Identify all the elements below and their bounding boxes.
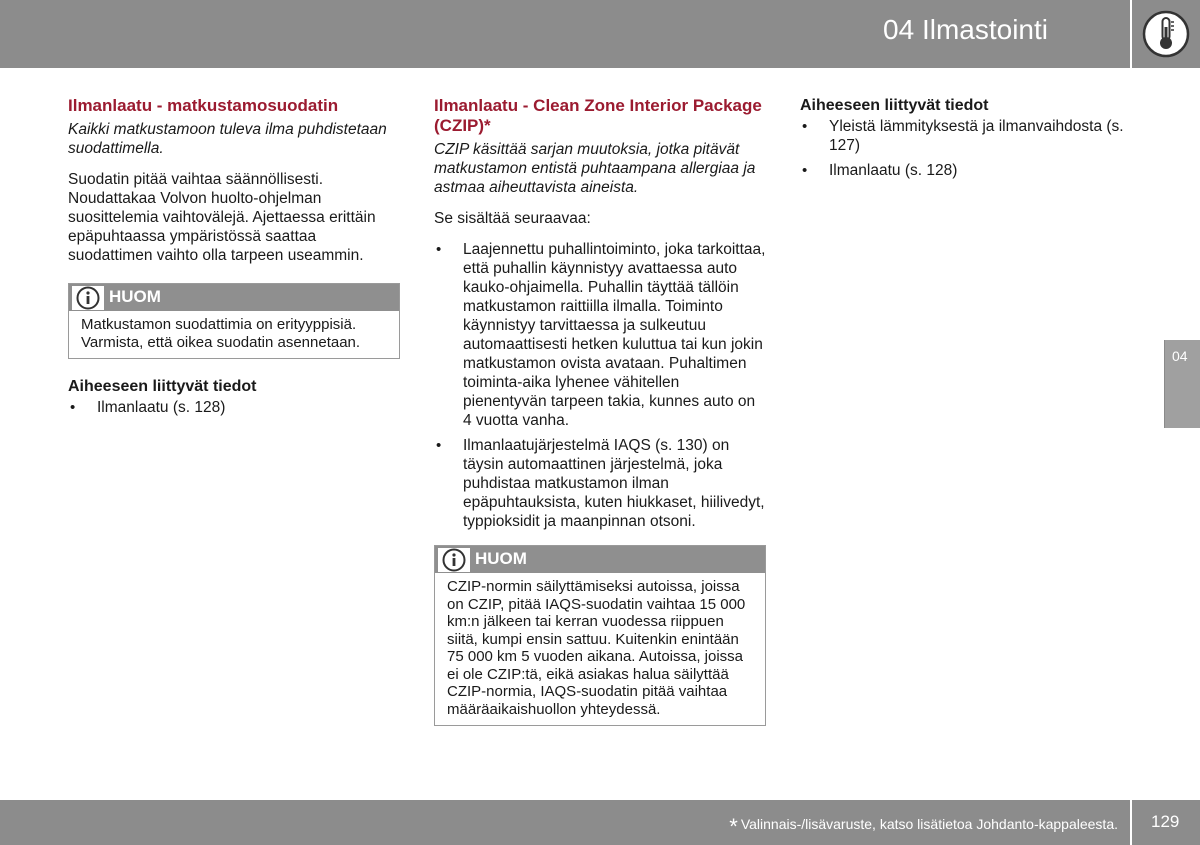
chapter-header <box>0 0 1130 68</box>
footnote <box>729 814 1118 840</box>
thermometer-icon <box>1141 9 1191 59</box>
related-link[interactable]: • Ilmanlaatu (s. 128) <box>68 398 400 417</box>
chapter-title: 04 Ilmastointi <box>883 14 1048 45</box>
footnote-star: * <box>729 814 738 839</box>
section-heading: Ilmanlaatu - Clean Zone Interior Package (CZIP)* <box>434 96 762 135</box>
related-heading: Aiheeseen liittyvät tiedot <box>800 97 989 114</box>
related-heading: Aiheeseen liittyvät tiedot <box>68 378 257 395</box>
section-heading: Ilmanlaatu - matkustamosuodatin <box>68 96 339 115</box>
side-tab-label: 04 <box>1172 348 1188 364</box>
note-header <box>435 546 765 573</box>
related-list <box>68 398 400 417</box>
note-text: Matkustamon suodattimia on erityyppisiä. Varmista, että oikea suodatin asennetaan. <box>81 316 361 351</box>
note-box <box>68 283 400 359</box>
related-link[interactable]: • Yleistä lämmityksestä ja ilmanvaihdosta (s. 127) <box>800 117 1130 155</box>
related-list <box>800 117 1130 180</box>
info-icon <box>72 286 104 310</box>
note-label: HUOM <box>109 287 161 306</box>
column-2 <box>434 96 766 744</box>
note-header <box>69 284 399 311</box>
note-text: CZIP-normin säilyttämiseksi autoissa, joissa on CZIP, pitää IAQS-suodatin vaihtaa 15 000 km:n jälkeen tai kerran vuodessa riippuen siitä, kumpi ensin sattuu. Kuitenkin enintään 75 000 km 5 vuoden aikana. Autoissa, joissa ei ole CZIP:tä, eikä asiakas halua säilyttää CZIP-normia, IAQS-suodatin pitää vaihtaa määräaikaishuollon yhteydessä. <box>447 578 746 718</box>
section-body: Suodatin pitää vaihtaa säännöllisesti. Noudattakaa Volvon huolto-ohjelman suosittelemia vaihtovälejä. Ajettaessa erittäin epäpuhtaassa ympäristössä saattaa suodattimen vaihto olla tarpeen useammin. <box>68 171 376 264</box>
chapter-side-tab[interactable] <box>1164 340 1200 428</box>
footnote-text: Valinnais-/lisävaruste, katso lisätietoa Johdanto-kappaleesta. <box>740 816 1118 832</box>
section-intro: Se sisältää seuraavaa: <box>434 210 591 227</box>
note-label: HUOM <box>475 549 527 568</box>
page-number-box <box>1132 800 1200 845</box>
section-lead: CZIP käsittää sarjan muutoksia, jotka pitävät matkustamon entistä puhtaampana allergiaa ja astmaa aiheuttavista aineista. <box>434 141 756 196</box>
chapter-icon-box <box>1132 0 1200 68</box>
page-number: 129 <box>1151 812 1180 831</box>
column-3 <box>800 96 1130 186</box>
note-box <box>434 545 766 726</box>
info-icon <box>438 548 470 572</box>
section-lead: Kaikki matkustamoon tuleva ilma puhdistetaan suodattimella. <box>68 121 387 157</box>
related-link[interactable]: • Ilmanlaatu (s. 128) <box>800 161 1130 180</box>
column-1 <box>68 96 400 423</box>
list-item: • Ilmanlaatujärjestelmä IAQS (s. 130) on täysin automaattinen järjestelmä, joka puhdistaa matkustamon ilman epäpuhtauksista, kuten hiukkaset, hiilivedyt, typpioksidit ja maanpinnan otsoni. <box>434 436 766 531</box>
list-item: • Laajennettu puhallintoiminto, joka tarkoittaa, että puhallin käynnistyy avattaessa auto kauko-ohjaimella. Puhallin täyttää tällöin matkustamon raittiilla ilmalla. Toiminto käynnistyy tarvittaessa ja sulkeutuu automaattisesti hetken kuluttua tai kun jokin matkustamon ovista avataan. Puhaltimen toiminta-aika lyhenee vähitellen pienentyvän tarpeen takia, kunnes auto on 4 vuotta vanha. <box>434 240 766 430</box>
feature-list <box>434 240 766 531</box>
page-footer <box>0 800 1130 845</box>
